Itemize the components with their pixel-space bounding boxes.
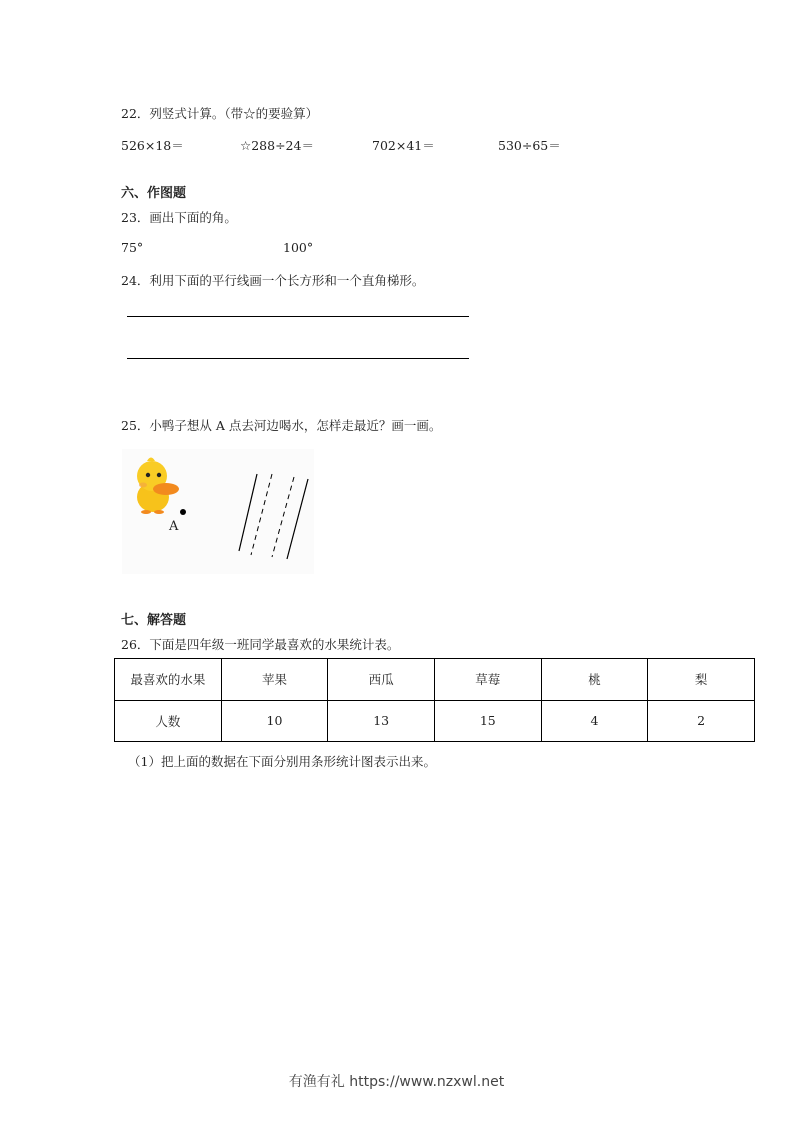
table-cell: 4 [541,700,648,742]
table-row [115,700,755,742]
q22-title: 22．列竖式计算。（带☆的要验算） [121,106,319,121]
point-a-dot [180,509,186,515]
parallel-line-bottom [127,358,469,359]
q22-item-3: 702×41＝ [372,138,435,153]
river-bank-left [239,474,257,551]
table-header-cell: 西瓜 [328,659,435,701]
duck-river-svg [122,449,314,574]
q22-item-2: ☆288÷24＝ [240,138,314,153]
table-cell: 10 [221,700,328,742]
q23-angle-100: 100° [283,240,314,255]
parallel-line-top [127,316,469,317]
footer-watermark: 有渔有礼 https://www.nzxwl.net [288,1074,505,1090]
duck-icon [137,458,179,515]
table-cell: 2 [648,700,755,742]
q24-title: 24．利用下面的平行线画一个长方形和一个直角梯形。 [121,273,425,288]
q25-title: 25．小鸭子想从 A 点去河边喝水，怎样走最近？画一画。 [121,418,442,433]
duck-river-figure [122,449,314,574]
section-6-heading: 六、作图题 [121,186,187,201]
q23-title: 23．画出下面的角。 [121,210,237,225]
river-bank-right [287,479,308,559]
table-cell: 15 [434,700,541,742]
table-cell: 13 [328,700,435,742]
table-header-cell: 草莓 [434,659,541,701]
table-cell: 人数 [115,700,222,742]
table-row [115,659,755,701]
q23-angle-75: 75° [121,240,144,255]
q26-sub1: （1）把上面的数据在下面分别用条形统计图表示出来。 [128,754,436,769]
table-header-cell: 苹果 [221,659,328,701]
section-7-heading: 七、解答题 [121,613,187,628]
table-header-cell: 最喜欢的水果 [115,659,222,701]
table-header-cell: 桃 [541,659,648,701]
table-header-cell: 梨 [648,659,755,701]
q26-title: 26．下面是四年级一班同学最喜欢的水果统计表。 [121,637,400,652]
q22-item-4: 530÷65＝ [498,138,561,153]
fruit-table [114,658,755,742]
q22-item-1: 526×18＝ [121,138,184,153]
point-a-label: A [169,519,179,534]
